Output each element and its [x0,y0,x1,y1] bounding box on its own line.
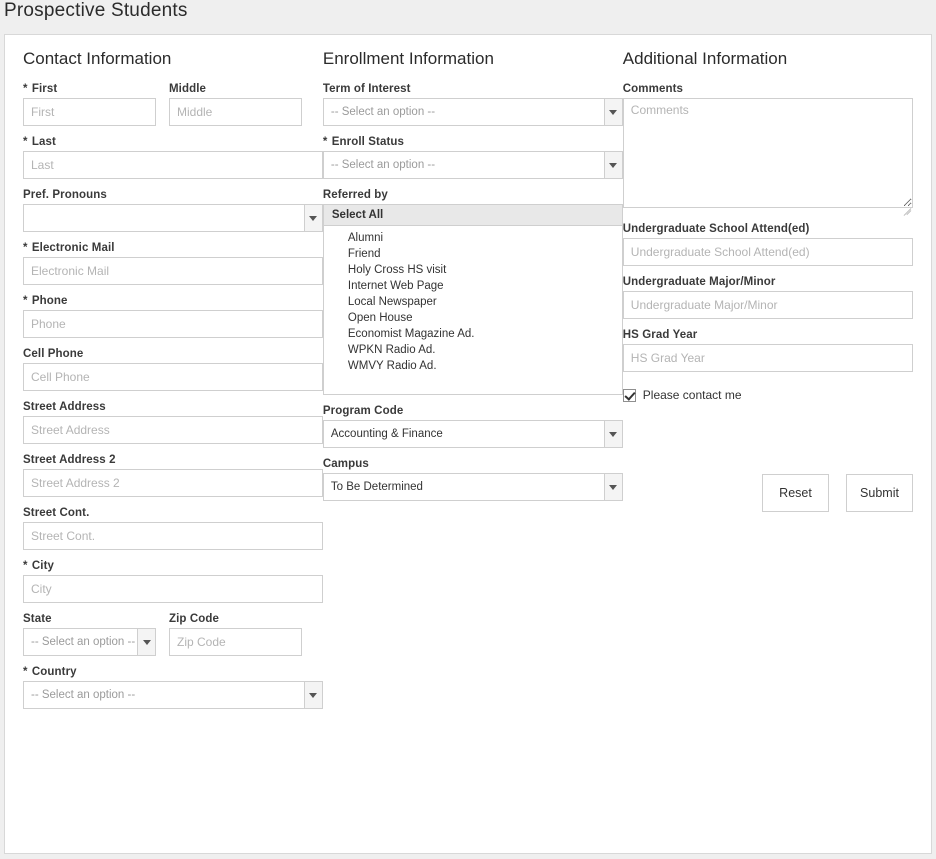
program-code-value: Accounting & Finance [330,428,443,440]
field-zip-code [169,613,302,656]
label-street-address: Street Address [23,401,106,413]
label-cell-phone: Cell Phone [23,348,84,360]
list-item[interactable]: Alumni [347,232,384,244]
email-input[interactable] [23,257,323,285]
required-marker: * [23,136,28,148]
hs-grad-year-input[interactable] [623,344,913,372]
form-actions [623,474,913,512]
field-program-code [323,405,623,448]
please-contact-me-label: Please contact me [642,388,742,402]
contact-information-column [23,49,323,719]
label-email-text: Electronic Mail [31,242,115,254]
field-undergrad-major [623,276,913,319]
zip-code-input[interactable] [169,628,302,656]
field-email [23,242,323,285]
label-referred-by: Referred by [322,189,388,201]
list-item[interactable]: Open House [347,312,413,324]
label-zip-code: Zip Code [169,613,219,625]
field-last [23,136,323,179]
chevron-down-icon[interactable] [604,99,622,125]
state-select[interactable] [23,628,156,656]
label-term-of-interest: Term of Interest [322,83,411,95]
field-hs-grad-year [623,329,913,372]
label-enroll-status [323,136,623,148]
referred-by-options[interactable] [324,226,622,394]
prospective-students-form [4,34,932,854]
list-item[interactable]: WPKN Radio Ad. [347,344,436,356]
list-item[interactable]: Friend [347,248,381,260]
pronouns-select[interactable] [23,204,323,232]
campus-select[interactable] [323,473,623,501]
term-of-interest-value: -- Select an option -- [330,106,436,118]
field-pronouns [23,189,323,232]
street-cont-input[interactable] [23,522,323,550]
additional-information-heading: Additional Information [622,49,788,68]
required-marker: * [23,666,28,678]
country-select-value: -- Select an option -- [31,689,136,701]
label-enroll-status-text: Enroll Status [331,136,404,148]
street-address-2-input[interactable] [23,469,323,497]
field-country [23,666,323,709]
label-phone-text: Phone [31,295,68,307]
label-city [23,560,323,572]
enrollment-information-heading: Enrollment Information [322,49,494,68]
label-last [23,136,323,148]
program-code-select[interactable] [323,420,623,448]
field-street-cont [23,507,323,550]
field-cell-phone [23,348,323,391]
city-input[interactable] [23,575,323,603]
label-last-text: Last [31,136,56,148]
contact-information-heading: Contact Information [23,49,172,68]
label-email [23,242,323,254]
list-item[interactable]: Local Newspaper [347,296,437,308]
list-item[interactable]: Economist Magazine Ad. [347,328,475,340]
required-marker: * [23,83,28,95]
enroll-status-select[interactable] [323,151,623,179]
state-select-value: -- Select an option -- [31,636,136,648]
submit-button[interactable]: Submit [846,474,913,512]
referred-by-select-all[interactable]: Select All [324,205,622,226]
phone-input[interactable] [23,310,323,338]
enrollment-information-column [323,49,623,719]
cell-phone-input[interactable] [23,363,323,391]
field-referred-by [323,189,623,395]
list-item[interactable]: Internet Web Page [347,280,444,292]
required-marker: * [23,295,28,307]
enroll-status-value: -- Select an option -- [330,159,436,171]
referred-by-multiselect[interactable] [323,204,623,395]
field-street-address [23,401,323,444]
field-comments [623,83,913,213]
field-first [23,83,156,126]
label-hs-grad-year: HS Grad Year [622,329,698,341]
first-name-input[interactable] [23,98,156,126]
field-enroll-status [323,136,623,179]
country-select[interactable] [23,681,323,709]
comments-textarea[interactable] [623,98,913,208]
field-campus [323,458,623,501]
chevron-down-icon[interactable] [604,474,622,500]
field-city [23,560,323,603]
label-campus: Campus [322,458,369,470]
required-marker: * [23,560,28,572]
label-city-text: City [31,560,55,572]
field-state [23,613,156,656]
undergrad-major-input[interactable] [623,291,913,319]
reset-button[interactable]: Reset [762,474,829,512]
label-middle: Middle [169,83,207,95]
field-street-address-2 [23,454,323,497]
label-street-cont: Street Cont. [23,507,90,519]
label-first [23,83,156,95]
chevron-down-icon[interactable] [304,682,322,708]
street-address-input[interactable] [23,416,323,444]
list-item[interactable]: WMVY Radio Ad. [347,360,437,372]
please-contact-me-row[interactable] [623,388,913,402]
list-item[interactable]: Holy Cross HS visit [347,264,447,276]
chevron-down-icon[interactable] [604,421,622,447]
field-undergrad-school [623,223,913,266]
required-marker: * [322,136,328,148]
please-contact-me-checkbox[interactable] [623,389,636,402]
page-title: Prospective Students [4,0,188,21]
label-country-text: Country [31,666,77,678]
field-term-of-interest [323,83,623,126]
label-street-address-2: Street Address 2 [23,454,116,466]
label-country [23,666,323,678]
required-marker: * [23,242,28,254]
label-pronouns: Pref. Pronouns [23,189,107,201]
campus-value: To Be Determined [330,481,423,493]
chevron-down-icon[interactable] [604,152,622,178]
term-of-interest-select[interactable] [323,98,623,126]
undergrad-school-input[interactable] [623,238,913,266]
label-undergrad-major: Undergraduate Major/Minor [622,276,776,288]
chevron-down-icon[interactable] [137,629,155,655]
field-middle [169,83,302,126]
label-undergrad-school: Undergraduate School Attend(ed) [622,223,810,235]
last-name-input[interactable] [23,151,323,179]
additional-information-column [623,49,913,719]
field-phone [23,295,323,338]
label-first-text: First [31,83,58,95]
label-state: State [23,613,52,625]
label-comments: Comments [622,83,684,95]
middle-name-input[interactable] [169,98,302,126]
label-program-code: Program Code [322,405,404,417]
label-phone [23,295,323,307]
chevron-down-icon[interactable] [304,205,322,231]
